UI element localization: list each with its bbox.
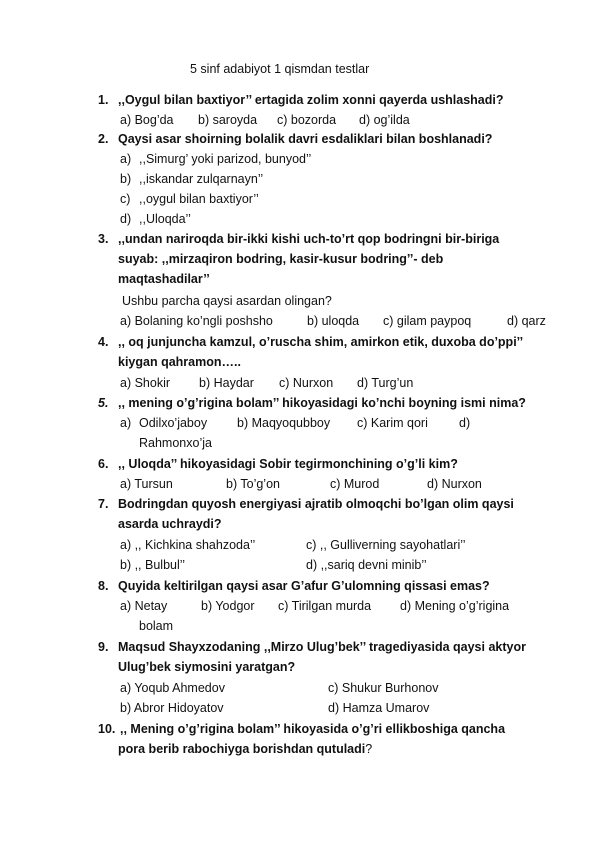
answer-d-continuation: bolam — [139, 619, 174, 633]
answer-b-label: b) — [120, 172, 132, 186]
answer-a: a) Tursun — [120, 477, 173, 491]
answer-b: b) uloqda — [307, 314, 360, 328]
answer-c: c) Karim qori — [357, 416, 428, 430]
question-text: Qaysi asar shoirning bolalik davri esdaliklari bilan boshlanadi? — [118, 132, 493, 146]
answer-d: d) qarz — [507, 314, 546, 328]
answer-d: ,,Uloqda’’ — [139, 212, 191, 226]
answer-b: b) To’g’on — [226, 477, 280, 491]
answer-a: a) Bog’da — [120, 113, 174, 127]
answer-d-label: d) — [120, 212, 132, 226]
answer-a: Odilxo’jaboy — [139, 416, 208, 430]
answer-d: d) og’ilda — [359, 113, 410, 127]
answer-c: c) bozorda — [277, 113, 337, 127]
answer-d: d) Nurxon — [427, 477, 482, 491]
answer-a-label: a) — [120, 152, 132, 166]
answer-a: a) Yoqub Ahmedov — [120, 681, 225, 695]
question-number: 8. — [98, 579, 109, 593]
question-text-line-2: suyab: ,,mirzaqiron bodring, kasir-kusur bodring’’- deb — [118, 252, 444, 266]
answer-b: b) Haydar — [199, 376, 254, 390]
answer-b: ,,iskandar zulqarnayn’’ — [139, 172, 264, 186]
answer-d: d) Mening o’g’rigina — [400, 599, 510, 613]
answer-d: d) ,,sariq devni minib’’ — [306, 558, 427, 572]
question-number: 5. — [98, 396, 109, 410]
answer-a: a) Bolaning ko’ngli poshsho — [120, 314, 273, 328]
question-text-line-2: kiygan qahramon….. — [118, 355, 241, 369]
answer-a: a) Netay — [120, 599, 168, 613]
question-text-line-1: ,, oq junjuncha kamzul, o’ruscha shim, amirkon etik, duxoba do’ppi’’ — [118, 335, 524, 349]
question-text: Quyida keltirilgan qaysi asar G’afur G’ulomning qissasi emas? — [118, 579, 490, 593]
question-number: 6. — [98, 457, 109, 471]
answer-c: c) ,, Gulliverning sayohatlari’’ — [306, 538, 466, 552]
answer-c: ,,oygul bilan baxtiyor’’ — [139, 192, 259, 206]
question-subtext: Ushbu parcha qaysi asardan olingan? — [122, 294, 332, 308]
question-text-line-1: ,, Mening o’g’rigina bolam’’ hikoyasida o’g’ri ellikboshiga qancha — [120, 722, 506, 736]
answer-c: c) Nurxon — [279, 376, 334, 390]
question-text: ,, Uloqda’’ hikoyasidagi Sobir tegirmonchining o’g’li kim? — [118, 457, 458, 471]
question-text-line-1: ,,undan nariroqda bir-ikki kishi uch-to’rt qop bodringni bir-biriga — [118, 232, 500, 246]
answer-b: b) ,, Bulbul’’ — [120, 558, 186, 572]
answer-c-label: c) — [120, 192, 131, 206]
answer-d-continuation: Rahmonxo’ja — [139, 436, 212, 450]
page-title: 5 sinf adabiyot 1 qismdan testlar — [190, 62, 370, 76]
question-text: ,, mening o’g’rigina bolam’’ hikoyasidagi ko’nchi boyning ismi nima? — [118, 396, 526, 410]
question-number: 10. — [98, 722, 116, 736]
question-number: 4. — [98, 335, 109, 349]
answer-c: c) Shukur Burhonov — [328, 681, 439, 695]
question-number: 1. — [98, 93, 109, 107]
answer-a-label: a) — [120, 416, 132, 430]
answer-d: d) Turg’un — [357, 376, 414, 390]
question-text-line-1: Maqsud Shayxzodaning ,,Mirzo Ulug’bek’’ tragediyasida qaysi aktyor — [118, 640, 526, 654]
answer-b: b) Maqyoqubboy — [237, 416, 331, 430]
answer-a: ,,Simurg’ yoki parizod, bunyod’’ — [139, 152, 312, 166]
question-text-line-2: Ulug’bek siymosini yaratgan? — [118, 660, 296, 674]
question-text: ,,Oygul bilan baxtiyor’’ ertagida zolim xonni qayerda ushlashadi? — [118, 93, 504, 107]
question-text-line-2: pora berib rabochiyga borishdan qutuladi — [118, 742, 366, 756]
question-number: 9. — [98, 640, 109, 654]
question-text-line-2: asarda uchraydi? — [118, 517, 222, 531]
answer-c: c) Murod — [330, 477, 380, 491]
question-mark: ? — [365, 742, 373, 756]
answer-b: b) Abror Hidoyatov — [120, 701, 224, 715]
question-number: 2. — [98, 132, 109, 146]
answer-b: b) saroyda — [198, 113, 258, 127]
answer-a: a) ,, Kichkina shahzoda’’ — [120, 538, 256, 552]
answer-c: c) gilam paypoq — [383, 314, 472, 328]
answer-d: d) — [459, 416, 471, 430]
answer-a: a) Shokir — [120, 376, 171, 390]
question-number: 3. — [98, 232, 109, 246]
answer-c: c) Tirilgan murda — [278, 599, 372, 613]
answer-d: d) Hamza Umarov — [328, 701, 430, 715]
question-text-line-3: maqtashadilar’’ — [118, 272, 210, 286]
question-text-line-1: Bodringdan quyosh energiyasi ajratib olmoqchi bo’lgan olim qaysi — [118, 497, 514, 511]
question-number: 7. — [98, 497, 109, 511]
answer-b: b) Yodgor — [201, 599, 255, 613]
